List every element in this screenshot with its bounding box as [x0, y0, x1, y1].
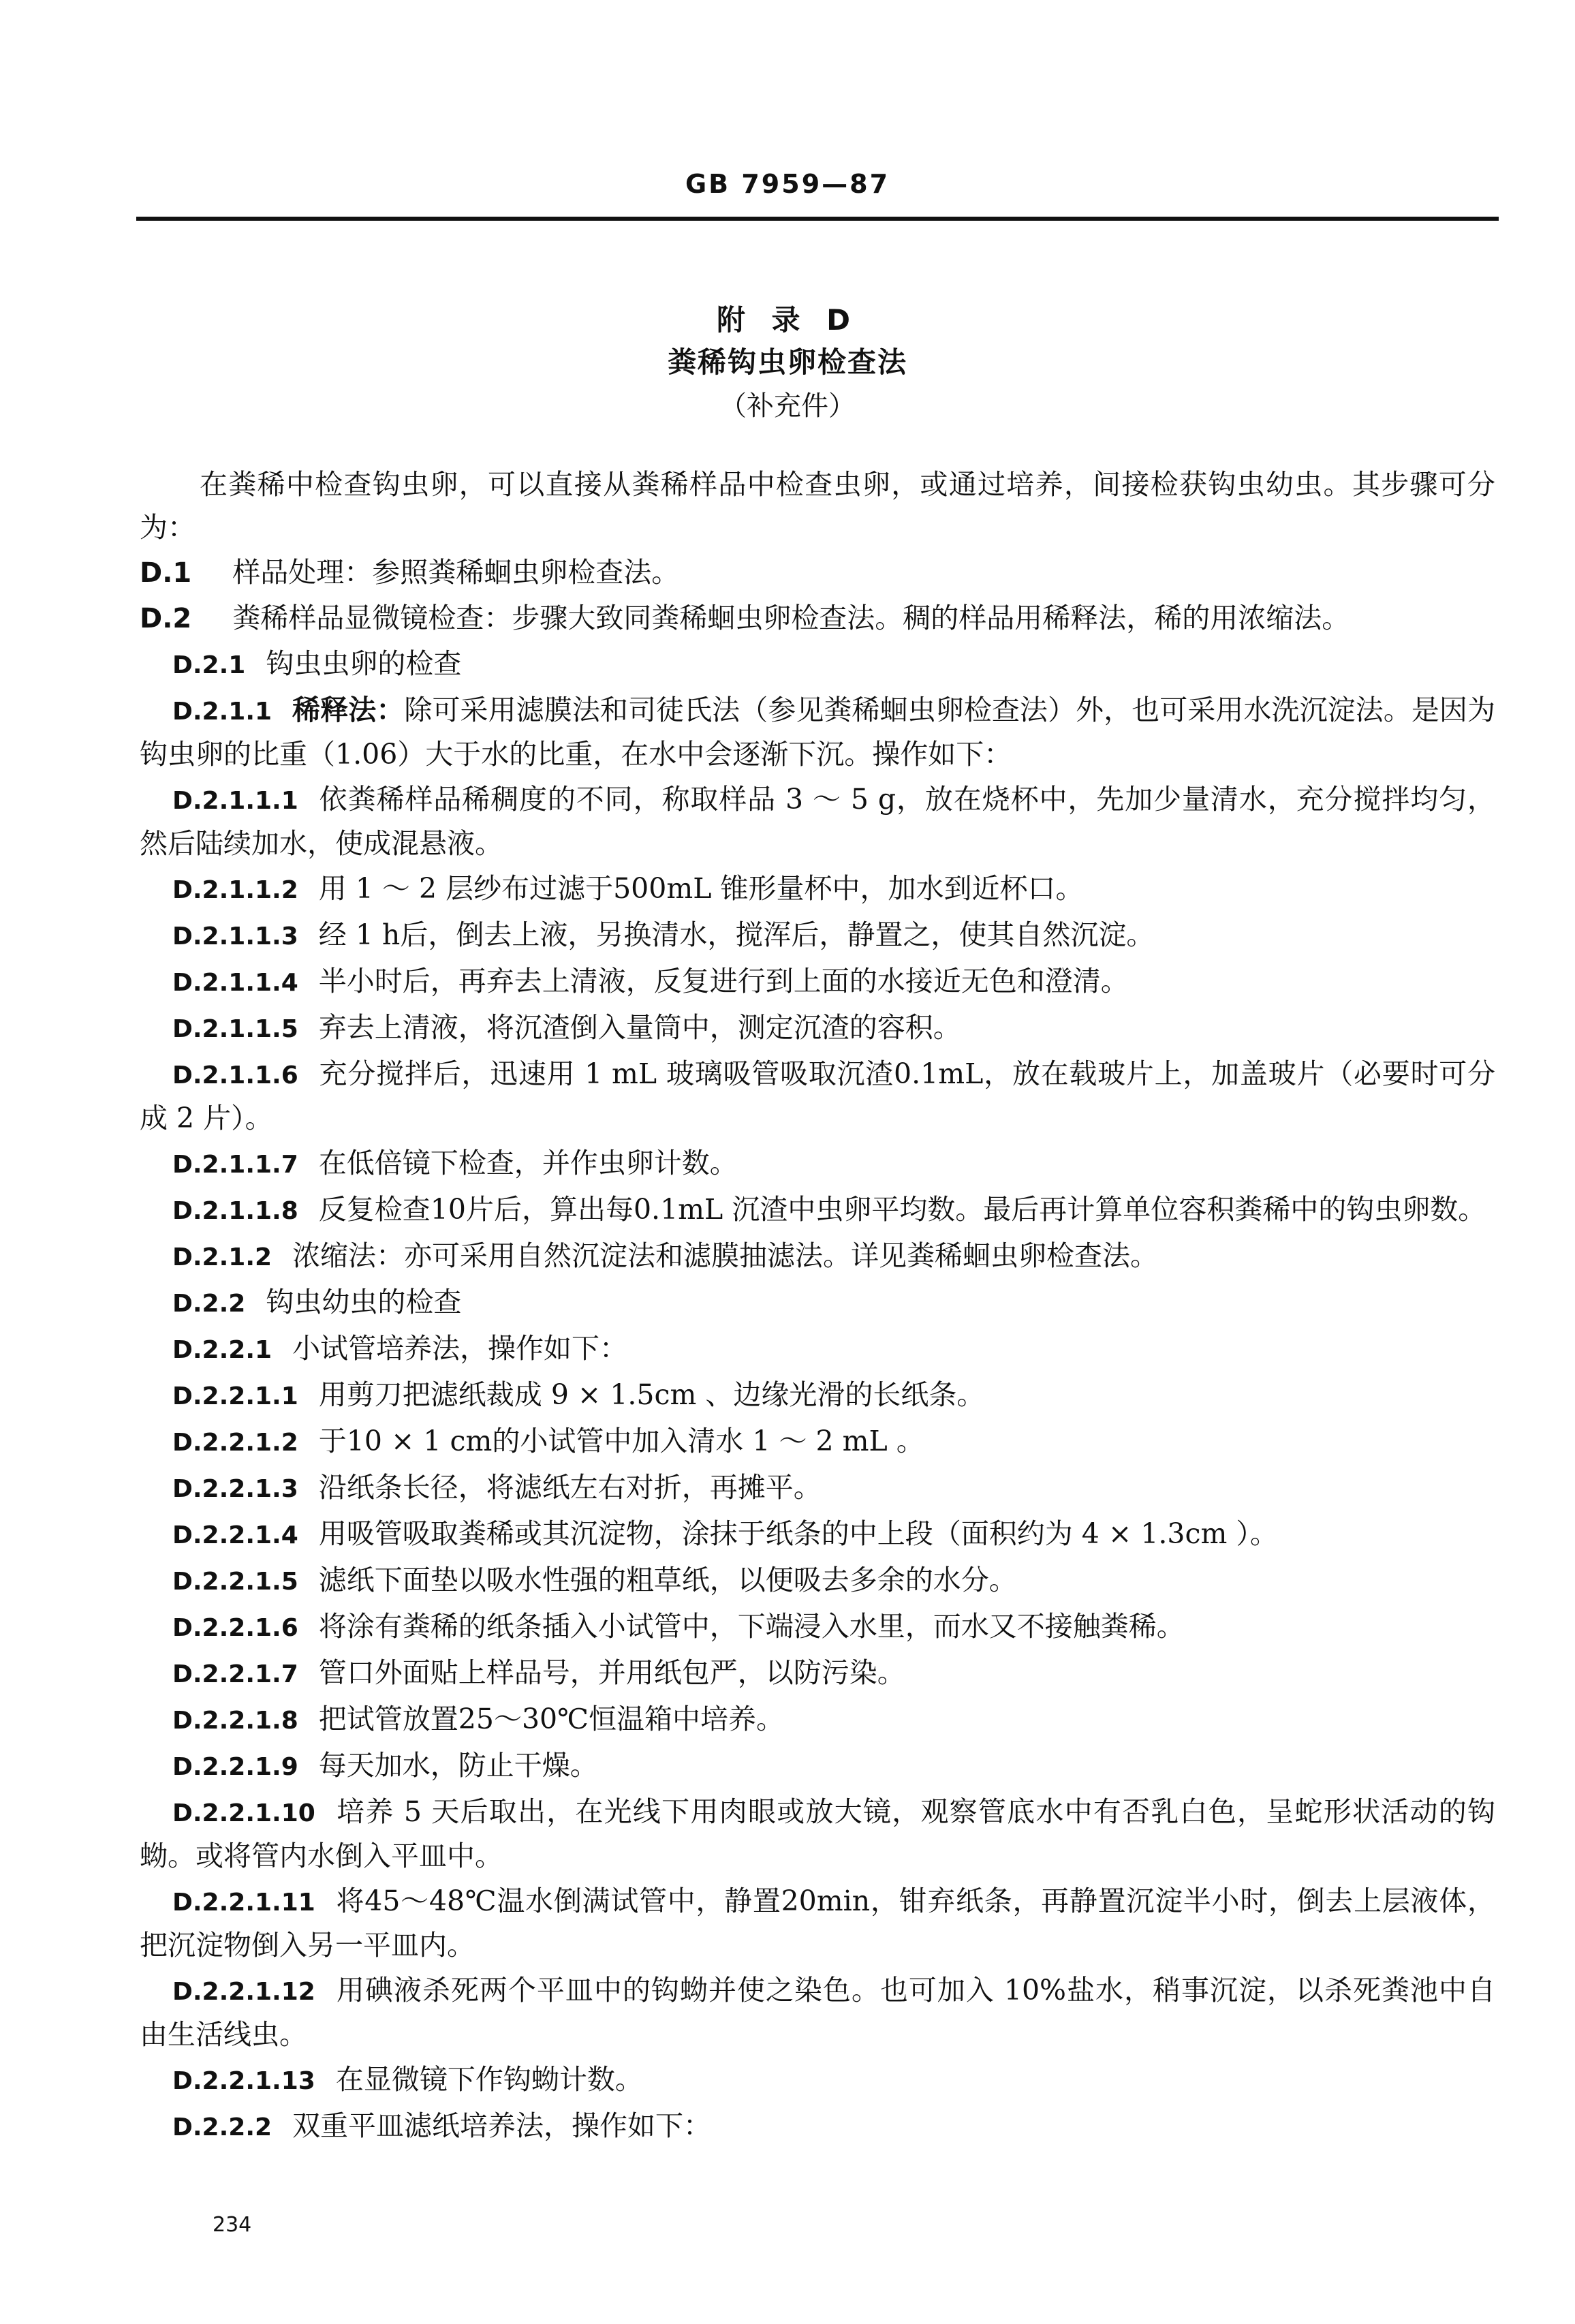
- header-rule: [136, 217, 1499, 221]
- clause-d2-2-1: [140, 1327, 1495, 1372]
- clause-number: D.2.1.1.3: [172, 923, 298, 950]
- clause-d2-1-1-6: [140, 1053, 1495, 1140]
- intro-paragraph: 在粪稀中检查钩虫卵，可以直接从粪稀样品中检查虫卵，或通过培养，间接检获钩虫幼虫。其步骤可分为：: [140, 468, 1495, 544]
- clause-text: 钩虫虫卵的检查: [266, 647, 462, 680]
- clause-d2-1-1-5: [140, 1006, 1495, 1051]
- clause-d2-2-2: [140, 2105, 1495, 2149]
- clause-number: D.1: [140, 557, 192, 589]
- clause-text: 将45～48℃温水倒满试管中，静置20min，钳弃纸条，再静置沉淀半小时，倒去上层液体，把沉淀物倒入另一平皿内。: [140, 1885, 1495, 1962]
- clause-d2-2-1-8: [140, 1698, 1495, 1742]
- clause-text: 培养 5 天后取出，在光线下用肉眼或放大镜，观察管底水中有否乳白色，呈蛇形状活动的钩蚴。或将管内水倒入平皿中。: [140, 1795, 1495, 1872]
- clause-text: 双重平皿滤纸培养法，操作如下：: [292, 2109, 712, 2142]
- clause-number: D.2.2.1.7: [172, 1660, 298, 1688]
- clause-d2-1: [140, 642, 1495, 687]
- title-block: [0, 300, 1575, 428]
- supplement-note: （补充件）: [719, 390, 856, 422]
- clause-number: D.2.2.1.2: [172, 1429, 298, 1457]
- clause-d2-2-1-9: [140, 1744, 1495, 1788]
- clause-text: 每天加水，防止干燥。: [318, 1749, 598, 1782]
- clause-d2-2-1-4: [140, 1513, 1495, 1557]
- clause-text: 小试管培养法，操作如下：: [292, 1332, 628, 1365]
- clause-text: 用 1 ～ 2 层纱布过滤于500mL 锥形量杯中，加水到近杯口。: [318, 872, 1084, 905]
- clause-d2-1-1-2: [140, 867, 1495, 912]
- clause-number: D.2.1.1.2: [172, 876, 298, 904]
- clause-number: D.2.2.1.11: [172, 1889, 315, 1917]
- clause-number: D.2.2.1.4: [172, 1521, 298, 1549]
- clause-d2-2-1-12: [140, 1969, 1495, 2056]
- clause-number: D.2.1.1.6: [172, 1062, 298, 1089]
- clause-number: D.2.1: [172, 651, 246, 679]
- clause-number: D.2.2.1.13: [172, 2067, 315, 2095]
- clause-text: 管口外面贴上样品号，并用纸包严，以防污染。: [318, 1656, 905, 1689]
- clause-text: 浓缩法：亦可采用自然沉淀法和滤膜抽滤法。详见粪稀蛔虫卵检查法。: [292, 1239, 1159, 1272]
- clause-number: D.2: [140, 603, 192, 634]
- clause-d2-2-1-5: [140, 1559, 1495, 1603]
- clause-text: 经 1 h后，倒去上液，另换清水，搅浑后，静置之，使其自然沉淀。: [318, 918, 1155, 951]
- clause-number: D.2.2.1.9: [172, 1753, 298, 1781]
- clause-text: 用碘液杀死两个平皿中的钩蚴并使之染色。也可加入 10%盐水，稍事沉淀，以杀死粪池中自由生活线虫。: [140, 1974, 1495, 2051]
- clause-number: D.2.1.1.7: [172, 1151, 298, 1179]
- clause-text: 反复检查10片后，算出每0.1mL 沉渣中虫卵平均数。最后再计算单位容积粪稀中的钩虫卵数。: [318, 1193, 1486, 1226]
- clause-number: D.2.1.1.1: [172, 787, 298, 815]
- clause-number: D.2.1.1: [172, 698, 272, 726]
- clause-d2-2-1-1: [140, 1374, 1495, 1418]
- clause-d2-2-1-2: [140, 1420, 1495, 1464]
- document-body: [140, 463, 1495, 2151]
- clause-d2-1-1-7: [140, 1142, 1495, 1186]
- clause-number: D.2.2.1.5: [172, 1568, 298, 1596]
- clause-d2-1-1-8: [140, 1188, 1495, 1233]
- clause-number: D.2.2.1.10: [172, 1799, 315, 1827]
- clause-text: 用吸管吸取粪稀或其沉淀物，涂抹于纸条的中上段（面积约为 4 × 1.3cm ）。: [318, 1517, 1278, 1550]
- clause-text: 将涂有粪稀的纸条插入小试管中，下端浸入水里，而水又不接触粪稀。: [318, 1610, 1185, 1643]
- clause-d2-2-1-13: [140, 2058, 1495, 2103]
- clause-text: 半小时后，再弃去上清液，反复进行到上面的水接近无色和澄清。: [318, 965, 1129, 997]
- clause-text: 弃去上清液，将沉渣倒入量筒中，测定沉渣的容积。: [318, 1011, 961, 1044]
- clause-d2-2-1-10: [140, 1791, 1495, 1878]
- clause-text: 在低倍镜下检查，并作虫卵计数。: [318, 1147, 738, 1179]
- clause-d2-1-1: [140, 689, 1495, 776]
- clause-text: 除可采用滤膜法和司徒氏法（参见粪稀蛔虫卵检查法）外，也可采用水洗沉淀法。是因为钩虫卵的比重（1.06）大于水的比重，在水中会逐渐下沉。操作如下：: [140, 694, 1495, 771]
- standard-code: GB 7959—87: [685, 169, 890, 199]
- clause-number: D.2.2.1.6: [172, 1614, 298, 1642]
- appendix-title: 附 录 D: [716, 303, 859, 337]
- clause-d1: [140, 551, 1495, 595]
- clause-number: D.2.2.1.3: [172, 1475, 298, 1503]
- clause-number: D.2.2.1.12: [172, 1978, 315, 2006]
- clause-term: 稀释法：: [292, 694, 405, 726]
- clause-d2-2-1-7: [140, 1652, 1495, 1696]
- clause-number: D.2.2.2: [172, 2113, 272, 2141]
- clause-number: D.2.1.1.5: [172, 1015, 298, 1043]
- clause-text: 滤纸下面垫以吸水性强的粗草纸，以便吸去多余的水分。: [318, 1564, 1017, 1596]
- clause-number: D.2.2: [172, 1290, 246, 1318]
- clause-number: D.2.2.1.8: [172, 1707, 298, 1735]
- clause-text: 于10 × 1 cm的小试管中加入清水 1 ～ 2 mL 。: [318, 1425, 924, 1457]
- clause-d2-1-2: [140, 1235, 1495, 1279]
- clause-d2-2-1-3: [140, 1466, 1495, 1510]
- clause-d2-2: [140, 1281, 1495, 1325]
- document-subtitle: 粪稀钩虫卵检查法: [667, 345, 907, 379]
- clause-number: D.2.2.1.1: [172, 1382, 298, 1410]
- clause-text: 钩虫幼虫的检查: [266, 1286, 462, 1318]
- clause-d2-1-1-1: [140, 778, 1495, 865]
- page-number: 234: [213, 2213, 252, 2237]
- clause-d2-2-1-6: [140, 1605, 1495, 1649]
- clause-text: 依粪稀样品稀稠度的不同，称取样品 3 ～ 5 g，放在烧杯中，先加少量清水，充分搅拌均匀，然后陆续加水，使成混悬液。: [140, 783, 1495, 860]
- clause-d2-1-1-3: [140, 914, 1495, 958]
- clause-text: 粪稀样品显微镜检查：步骤大致同粪稀蛔虫卵检查法。稠的样品用稀释法，稀的用浓缩法。: [232, 602, 1350, 634]
- clause-number: D.2.1.1.4: [172, 969, 298, 997]
- clause-text: 充分搅拌后，迅速用 1 mL 玻璃吸管吸取沉渣0.1mL，放在载玻片上，加盖玻片（必要时可分成 2 片）。: [140, 1057, 1495, 1134]
- clause-d2-1-1-4: [140, 960, 1495, 1004]
- clause-text: 在显微镜下作钩蚴计数。: [335, 2063, 643, 2096]
- clause-text: 沿纸条长径，将滤纸左右对折，再摊平。: [318, 1471, 822, 1504]
- clause-d2-2-1-11: [140, 1880, 1495, 1967]
- clause-number: D.2.2.1: [172, 1336, 272, 1364]
- clause-number: D.2.1.1.8: [172, 1197, 298, 1225]
- clause-text: 把试管放置25～30℃恒温箱中培养。: [318, 1703, 784, 1735]
- clause-text: 用剪刀把滤纸裁成 9 × 1.5cm 、边缘光滑的长纸条。: [318, 1378, 985, 1411]
- clause-text: 样品处理：参照粪稀蛔虫卵检查法。: [232, 556, 680, 589]
- clause-d2: [140, 597, 1495, 640]
- clause-number: D.2.1.2: [172, 1243, 272, 1271]
